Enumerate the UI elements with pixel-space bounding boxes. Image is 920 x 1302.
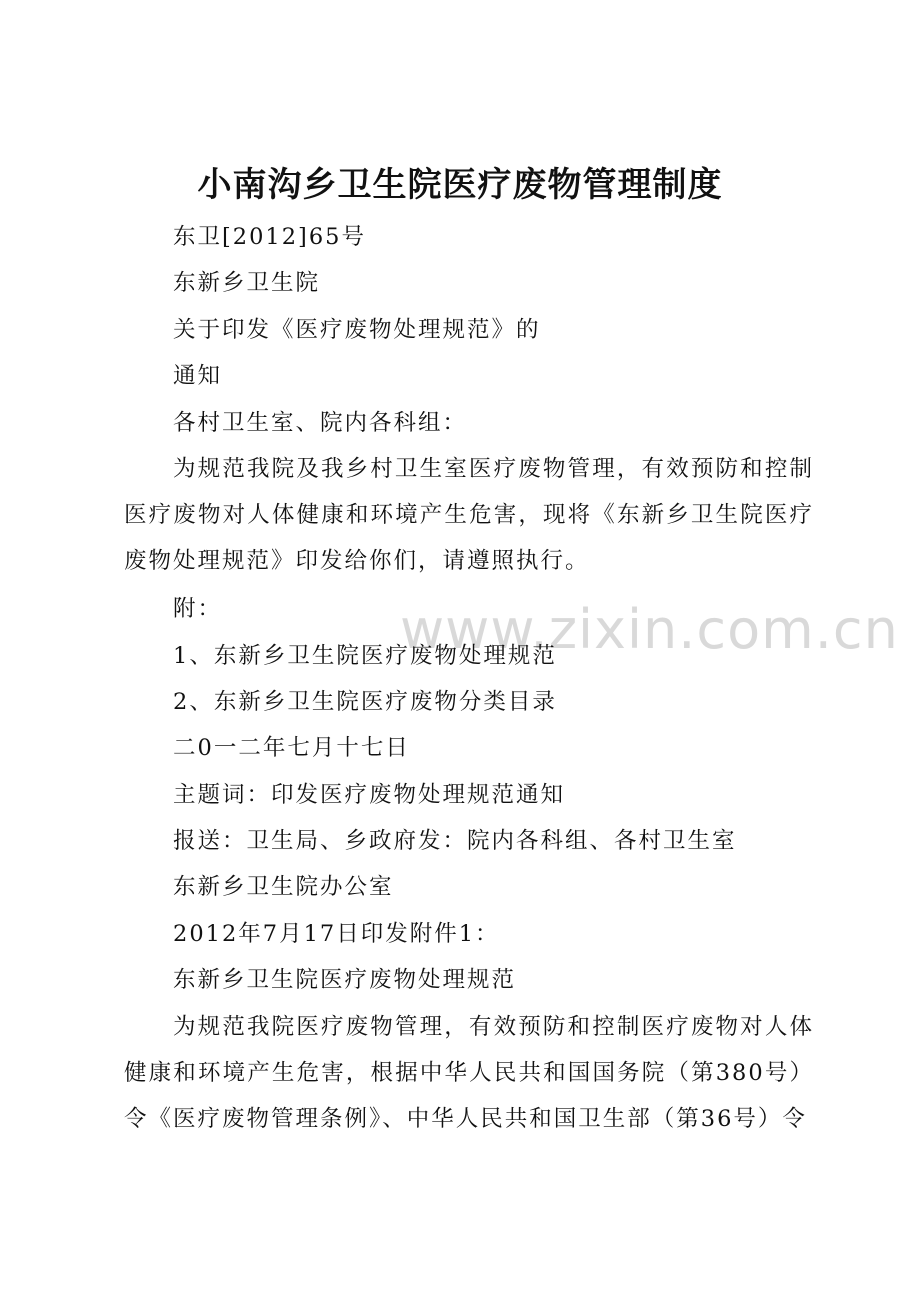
paragraph-2: 为规范我院医疗废物管理，有效预防和控制医疗废物对人体健康和环境产生危害，根据中华人民共和国国务院（第380号）令《医疗废物管理条例》、中华人民共和国卫生部（第36号）令 — [124, 1014, 814, 1132]
document-title: 小南沟乡卫生院医疗废物管理制度 — [197, 165, 723, 205]
issuer: 东新乡卫生院 — [173, 270, 321, 296]
attachment-label: 附： — [173, 596, 223, 622]
office: 东新乡卫生院办公室 — [173, 874, 394, 900]
recipients: 各村卫生室、院内各科组： — [173, 410, 468, 436]
keywords: 主题词：印发医疗废物处理规范通知 — [173, 782, 566, 808]
subject-line-2: 通知 — [173, 363, 223, 389]
attachment-2: 2、东新乡卫生院医疗废物分类目录 — [173, 689, 557, 715]
issue-date: 2012年7月17日印发附件1： — [173, 921, 500, 947]
distribution: 报送：卫生局、乡政府发：院内各科组、各村卫生室 — [173, 828, 737, 854]
attachment-1: 1、东新乡卫生院医疗废物处理规范 — [173, 643, 557, 669]
chinese-date: 二0一二年七月十七日 — [173, 735, 410, 761]
watermark: www.zixin.com.cn — [400, 598, 899, 661]
subject-line-1: 关于印发《医疗废物处理规范》的 — [173, 317, 541, 343]
paragraph-1: 为规范我院及我乡村卫生室医疗废物管理，有效预防和控制医疗废物对人体健康和环境产生危害，现将《东新乡卫生院医疗废物处理规范》印发给你们，请遵照执行。 — [124, 456, 814, 574]
section-title: 东新乡卫生院医疗废物处理规范 — [173, 967, 517, 993]
doc-number: 东卫[2012]65号 — [173, 224, 366, 250]
